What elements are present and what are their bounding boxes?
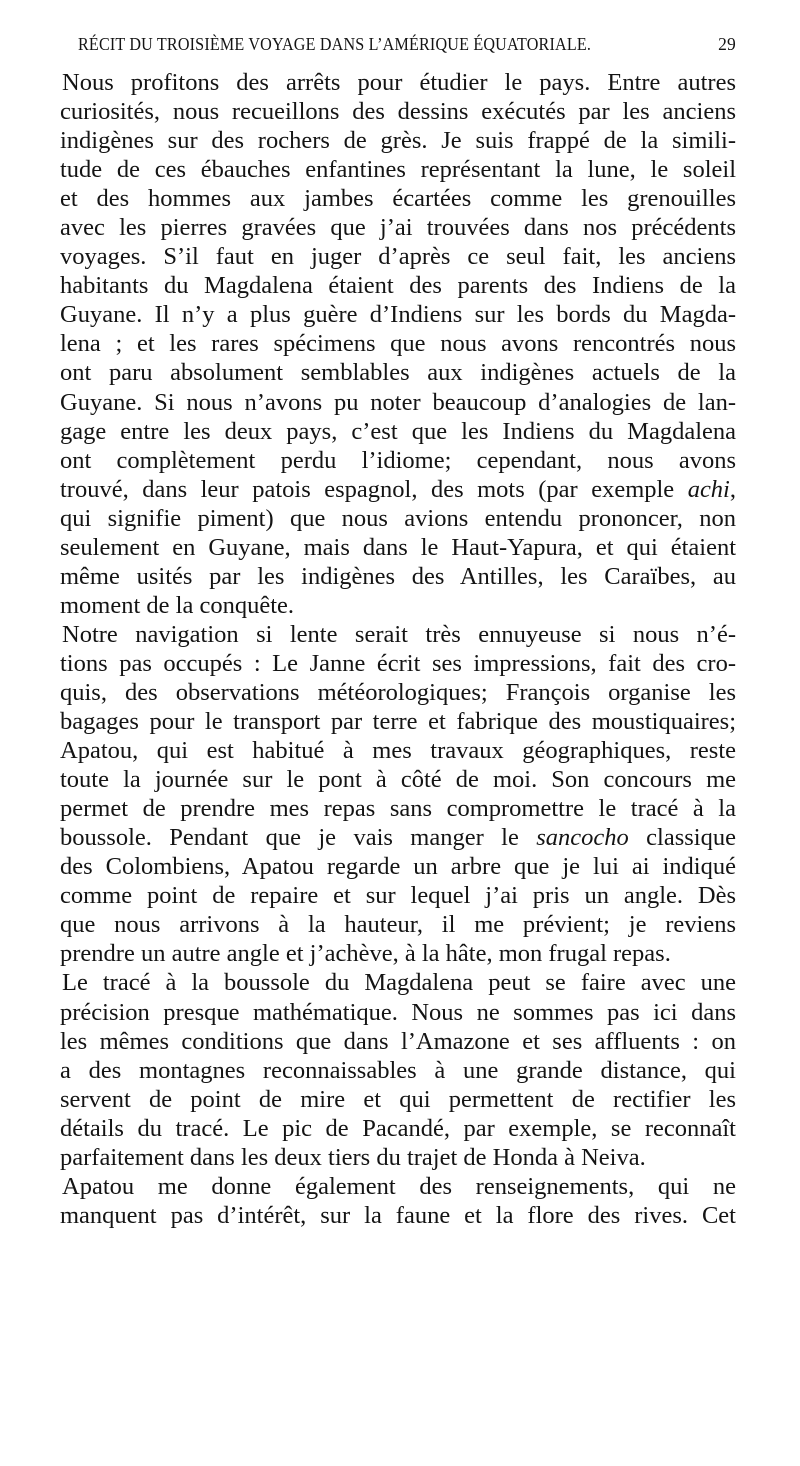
text-line: manquent pas d’intérêt, sur la faune et la flore des rives. Cet (60, 1201, 736, 1229)
text-line: permet de prendre mes repas sans compromettre le tracé à la (60, 795, 736, 823)
text-line: ont paru absolument semblables aux indigènes actuels de la (60, 359, 736, 387)
text-line: avec les pierres gravées que j’ai trouvées dans nos précédents (60, 214, 736, 242)
text-line: Apatou me donne également des renseignements, qui ne (62, 1172, 736, 1200)
text-segment: trouvé, dans leur patois espagnol, des mots (par exemple (60, 475, 688, 503)
italic-word: sancocho (536, 824, 629, 852)
text-line-with-italic (60, 475, 736, 504)
text-line: bagages pour le transport par terre et fabrique des moustiquaires; (60, 708, 736, 736)
text-line: comme point de repaire et sur lequel j’ai pris un angle. Dès (60, 882, 736, 910)
text-line: précision presque mathématique. Nous ne sommes pas ici dans (60, 998, 736, 1026)
text-line: curiosités, nous recueillons des dessins exécutés par les anciens (60, 98, 736, 126)
italic-word: achi (687, 475, 730, 503)
text-line: habitants du Magdalena étaient des parents des Indiens de la (60, 272, 736, 300)
text-line: ont complètement perdu l’idiome; cependant, nous avons (60, 446, 736, 474)
text-line: même usités par les indigènes des Antilles, les Caraïbes, au (60, 562, 736, 590)
text-line: que nous arrivons à la hauteur, il me prévient; je reviens (60, 911, 736, 939)
body-text (60, 68, 736, 1230)
text-segment: boussole. Pendant que je vais manger le (60, 824, 537, 852)
running-title: RÉCIT DU TROISIÈME VOYAGE DANS L’AMÉRIQUE ÉQUATORIALE. (78, 34, 592, 54)
text-line-with-italic (60, 823, 736, 852)
text-line: gage entre les deux pays, c’est que les Indiens du Magdalena (60, 417, 736, 445)
text-line: voyages. S’il faut en juger d’après ce seul fait, les anciens (60, 243, 736, 271)
text-line: des Colombiens, Apatou regarde un arbre que je lui ai indiqué (60, 853, 736, 881)
running-header (60, 34, 736, 58)
text-line: seulement en Guyane, mais dans le Haut-Yapura, et qui étaient (60, 533, 736, 561)
text-line: parfaitement dans les deux tiers du trajet de Honda à Neiva. (60, 1143, 646, 1171)
page-number: 29 (718, 34, 736, 54)
text-segment: classique (628, 824, 736, 852)
text-line: Nous profitons des arrêts pour étudier le pays. Entre autres (62, 69, 736, 96)
text-line: détails du tracé. Le pic de Pacandé, par exemple, se reconnaît (60, 1114, 736, 1142)
text-line: tude de ces ébauches enfantines représentant la lune, le soleil (60, 156, 736, 184)
text-line: moment de la conquête. (60, 591, 295, 619)
text-line: Notre navigation si lente serait très ennuyeuse si nous n’é- (62, 620, 736, 648)
text-line: Apatou, qui est habitué à mes travaux géographiques, reste (60, 737, 736, 765)
text-line: a des montagnes reconnaissables à une grande distance, qui (60, 1056, 736, 1084)
text-line: indigènes sur des rochers de grès. Je suis frappé de la simili- (60, 127, 736, 155)
text-line: Le tracé à la boussole du Magdalena peut se faire avec une (62, 969, 736, 997)
text-line: et des hommes aux jambes écartées comme les grenouilles (60, 185, 736, 213)
text-line: Guyane. Il n’y a plus guère d’Indiens sur les bords du Magda- (60, 301, 736, 329)
text-line: servent de point de mire et qui permettent de rectifier les (60, 1085, 736, 1113)
text-line: qui signifie piment) que nous avions entendu prononcer, non (60, 504, 736, 532)
text-line: prendre un autre angle et j’achève, à la hâte, mon frugal repas. (60, 940, 671, 968)
text-line: tions pas occupés : Le Janne écrit ses impressions, fait des cro- (60, 649, 736, 677)
text-line: lena ; et les rares spécimens que nous avons rencontrés nous (60, 330, 736, 358)
text-segment: , (729, 475, 736, 503)
text-line: Guyane. Si nous n’avons pu noter beaucoup d’analogies de lan- (60, 388, 736, 416)
text-line: quis, des observations météorologiques; François organise les (60, 678, 736, 706)
text-line: toute la journée sur le pont à côté de moi. Son concours me (60, 766, 736, 794)
text-line: les mêmes conditions que dans l’Amazone et ses affluents : on (60, 1027, 736, 1055)
